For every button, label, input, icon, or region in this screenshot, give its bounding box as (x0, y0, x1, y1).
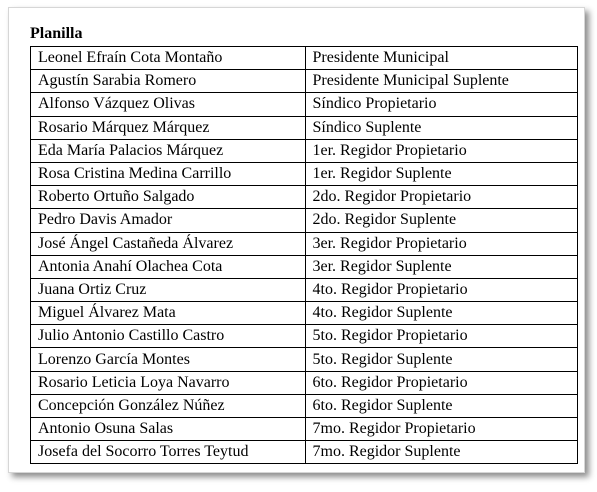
table-row (31, 209, 578, 232)
member-name-cell: Lorenzo García Montes (31, 348, 306, 371)
document-title: Planilla (30, 25, 83, 42)
member-name-cell: Juana Ortiz Cruz (31, 278, 306, 301)
table-row (31, 139, 578, 162)
member-name-cell: Miguel Álvarez Mata (31, 302, 306, 325)
member-role-cell: 1er. Regidor Suplente (305, 162, 578, 185)
table-row (31, 93, 578, 116)
member-name-cell: Antonia Anahí Olachea Cota (31, 255, 306, 278)
table-row (31, 278, 578, 301)
member-role-cell: 1er. Regidor Propietario (305, 139, 578, 162)
member-role-cell: 3er. Regidor Propietario (305, 232, 578, 255)
member-name-cell: José Ángel Castañeda Álvarez (31, 232, 306, 255)
member-name-cell: Agustín Sarabia Romero (31, 70, 306, 93)
member-name-cell: Julio Antonio Castillo Castro (31, 325, 306, 348)
table-row (31, 348, 578, 371)
planilla-table-body (31, 47, 578, 464)
member-name-cell: Leonel Efraín Cota Montaño (31, 47, 306, 70)
member-role-cell: 2do. Regidor Propietario (305, 186, 578, 209)
member-role-cell: Presidente Municipal Suplente (305, 70, 578, 93)
table-row (31, 325, 578, 348)
member-role-cell: 2do. Regidor Suplente (305, 209, 578, 232)
member-name-cell: Rosario Leticia Loya Navarro (31, 371, 306, 394)
member-name-cell: Roberto Ortuño Salgado (31, 186, 306, 209)
member-role-cell: 6to. Regidor Suplente (305, 394, 578, 417)
table-row (31, 441, 578, 464)
member-role-cell: 4to. Regidor Suplente (305, 302, 578, 325)
table-row (31, 162, 578, 185)
table-row (31, 232, 578, 255)
table-row (31, 116, 578, 139)
table-row (31, 394, 578, 417)
member-name-cell: Rosario Márquez Márquez (31, 116, 306, 139)
member-name-cell: Concepción González Núñez (31, 394, 306, 417)
document-page (8, 7, 585, 473)
member-role-cell: 3er. Regidor Suplente (305, 255, 578, 278)
member-role-cell: 4to. Regidor Propietario (305, 278, 578, 301)
member-role-cell: 7mo. Regidor Propietario (305, 418, 578, 441)
member-role-cell: 5to. Regidor Suplente (305, 348, 578, 371)
table-row (31, 418, 578, 441)
member-name-cell: Josefa del Socorro Torres Teytud (31, 441, 306, 464)
member-role-cell: 6to. Regidor Propietario (305, 371, 578, 394)
table-row (31, 255, 578, 278)
member-name-cell: Rosa Cristina Medina Carrillo (31, 162, 306, 185)
table-row (31, 47, 578, 70)
member-role-cell: Síndico Propietario (305, 93, 578, 116)
planilla-table (30, 46, 578, 464)
member-name-cell: Antonio Osuna Salas (31, 418, 306, 441)
member-name-cell: Eda María Palacios Márquez (31, 139, 306, 162)
member-role-cell: 5to. Regidor Propietario (305, 325, 578, 348)
member-role-cell: 7mo. Regidor Suplente (305, 441, 578, 464)
member-role-cell: Presidente Municipal (305, 47, 578, 70)
table-row (31, 371, 578, 394)
member-name-cell: Alfonso Vázquez Olivas (31, 93, 306, 116)
table-row (31, 70, 578, 93)
member-role-cell: Síndico Suplente (305, 116, 578, 139)
table-row (31, 186, 578, 209)
table-row (31, 302, 578, 325)
member-name-cell: Pedro Davis Amador (31, 209, 306, 232)
